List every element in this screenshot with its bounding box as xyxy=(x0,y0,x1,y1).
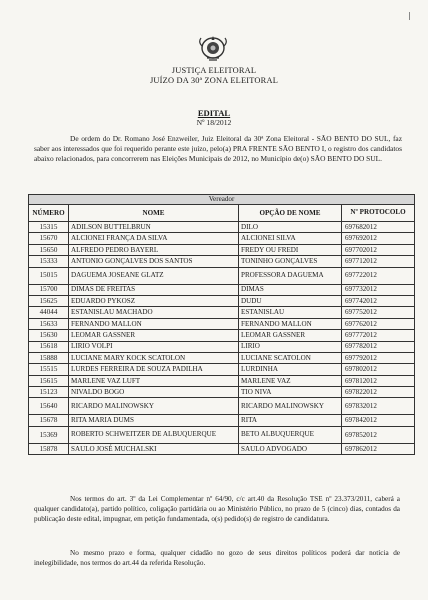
col-header-opcao: OPÇÃO DE NOME xyxy=(239,205,342,222)
notice-paragraph: No mesmo prazo e forma, qualquer cidadão no gozo de seus direitos políticos poderá dar notícia de inelegibilidade, nos termos do art.44 da referida Resolução. xyxy=(34,549,400,568)
cell-opcao: RICARDO MALINOWSKY xyxy=(239,398,342,415)
cell-numero: 15700 xyxy=(29,284,69,295)
col-header-numero: NÚMERO xyxy=(29,205,69,222)
cell-nome: FERNANDO MALLON xyxy=(69,318,239,329)
cell-numero: 15333 xyxy=(29,256,69,267)
cell-opcao: ALCIONEI SILVA xyxy=(239,233,342,244)
cell-nome: ROBERTO SCHWEITZER DE ALBUQUERQUE xyxy=(69,426,239,443)
cell-protocolo: 697832012 xyxy=(342,398,415,415)
cell-opcao: BETO ALBUQUERQUE xyxy=(239,426,342,443)
cell-numero: 15625 xyxy=(29,295,69,306)
cell-protocolo: 697842012 xyxy=(342,415,415,426)
table-row xyxy=(29,364,415,375)
cell-numero: 15515 xyxy=(29,364,69,375)
cell-protocolo: 697732012 xyxy=(342,284,415,295)
cell-protocolo: 697852012 xyxy=(342,426,415,443)
cell-opcao: SAULO ADVOGADO xyxy=(239,443,342,454)
cell-opcao: DILO xyxy=(239,222,342,233)
cell-opcao: RITA xyxy=(239,415,342,426)
court-name: JUÍZO DA 30ª ZONA ELEITORAL xyxy=(149,76,279,85)
institution-name: JUSTIÇA ELEITORAL xyxy=(171,66,257,75)
cell-protocolo: 697782012 xyxy=(342,341,415,352)
cell-numero: 15640 xyxy=(29,398,69,415)
col-header-protocolo: Nº PROTOCOLO xyxy=(342,205,415,222)
table-row xyxy=(29,443,415,454)
cell-nome: ALCIONEI FRANÇA DA SILVA xyxy=(69,233,239,244)
cell-numero: 15670 xyxy=(29,233,69,244)
table-row xyxy=(29,233,415,244)
cell-nome: DAGUEMA JOSEANE GLATZ xyxy=(69,267,239,284)
cell-protocolo: 697772012 xyxy=(342,330,415,341)
cell-protocolo: 697682012 xyxy=(342,222,415,233)
table-row xyxy=(29,307,415,318)
cell-nome: MARLENE VAZ LUFT xyxy=(69,375,239,386)
cell-numero: 15878 xyxy=(29,443,69,454)
cell-protocolo: 697822012 xyxy=(342,387,415,398)
cell-protocolo: 697812012 xyxy=(342,375,415,386)
cell-opcao: TIO NIVA xyxy=(239,387,342,398)
cell-protocolo: 697722012 xyxy=(342,267,415,284)
cell-protocolo: 697692012 xyxy=(342,233,415,244)
candidates-table xyxy=(28,194,415,455)
cell-numero: 15615 xyxy=(29,375,69,386)
intro-paragraph: De ordem do Dr. Romano José Enzweiler, Juiz Eleitoral da 30ª Zona Eleitoral - SÃO BENTO DO SUL, faz saber aos interessados que foi requerido perante este juízo, pelo(a) PRA FRENTE SÃO BENTO I, o registro dos candidatos abaixo relacionados, para concorrerem nas Eleições Municipais de 2012, no Município de(o) SÃO BENTO DO SUL. xyxy=(34,134,402,164)
table-row xyxy=(29,330,415,341)
cell-nome: EDUARDO PYKOSZ xyxy=(69,295,239,306)
cell-protocolo: 697742012 xyxy=(342,295,415,306)
table-body xyxy=(29,222,415,455)
cell-numero: 15630 xyxy=(29,330,69,341)
table-row xyxy=(29,222,415,233)
cell-opcao: LUCIANE SCATOLON xyxy=(239,352,342,363)
table-row xyxy=(29,284,415,295)
cell-protocolo: 697752012 xyxy=(342,307,415,318)
cell-nome: DIMAS DE FREITAS xyxy=(69,284,239,295)
table-row xyxy=(29,244,415,255)
table-row xyxy=(29,341,415,352)
cell-protocolo: 697802012 xyxy=(342,364,415,375)
legal-paragraph: Nos termos do art. 3º da Lei Complementar nº 64/90, c/c art.40 da Resolução TSE nº 23.373/2011, caberá a qualquer candidato(a), partido político, coligação partidária ou ao Ministério Público, no prazo de 5 (cinco) dias, contados da publicação deste edital, impugnar, em petição fundamentada, o(s) pedido(s) de registro de candidatura. xyxy=(34,495,400,524)
cell-opcao: FERNANDO MALLON xyxy=(239,318,342,329)
cell-opcao: LURDINHA xyxy=(239,364,342,375)
cell-opcao: DIMAS xyxy=(239,284,342,295)
cell-numero: 15015 xyxy=(29,267,69,284)
cell-opcao: MARLENE VAZ xyxy=(239,375,342,386)
table-row xyxy=(29,352,415,363)
cell-protocolo: 697792012 xyxy=(342,352,415,363)
cell-opcao: LEOMAR GASSNER xyxy=(239,330,342,341)
document-number: Nº 18/2012 xyxy=(196,118,232,127)
cell-numero: 15678 xyxy=(29,415,69,426)
cell-numero: 15618 xyxy=(29,341,69,352)
cell-opcao: FREDY OU FREDI xyxy=(239,244,342,255)
cell-nome: LEOMAR GASSNER xyxy=(69,330,239,341)
cell-protocolo: 697702012 xyxy=(342,244,415,255)
table-row xyxy=(29,415,415,426)
cell-numero: 15650 xyxy=(29,244,69,255)
cell-nome: ESTANISLAU MACHADO xyxy=(69,307,239,318)
table-row xyxy=(29,256,415,267)
cell-nome: ANTONIO GONÇALVES DOS SANTOS xyxy=(69,256,239,267)
table-row xyxy=(29,375,415,386)
cell-opcao: TONINHO GONÇALVES xyxy=(239,256,342,267)
cell-numero: 15888 xyxy=(29,352,69,363)
coat-of-arms-icon xyxy=(198,34,228,62)
cell-opcao: ESTANISLAU xyxy=(239,307,342,318)
cell-protocolo: 697762012 xyxy=(342,318,415,329)
cell-numero: 15369 xyxy=(29,426,69,443)
cell-nome: ADILSON BUTTELBRUN xyxy=(69,222,239,233)
cell-nome: LUCIANE MARY KOCK SCATOLON xyxy=(69,352,239,363)
table-row xyxy=(29,295,415,306)
cell-numero: 44044 xyxy=(29,307,69,318)
col-header-nome: NOME xyxy=(69,205,239,222)
cell-numero: 15633 xyxy=(29,318,69,329)
cell-nome: LURDES FERREIRA DE SOUZA PADILHA xyxy=(69,364,239,375)
cell-nome: SAULO JOSÉ MUCHALSKI xyxy=(69,443,239,454)
cell-opcao: DUDU xyxy=(239,295,342,306)
table-caption: Vereador xyxy=(29,195,415,205)
cell-opcao: LIRIO xyxy=(239,341,342,352)
table-row xyxy=(29,426,415,443)
table-row xyxy=(29,398,415,415)
cell-numero: 15123 xyxy=(29,387,69,398)
table-row xyxy=(29,387,415,398)
cell-opcao: PROFESSORA DAGUEMA xyxy=(239,267,342,284)
cell-nome: RITA MARIA DUMS xyxy=(69,415,239,426)
cell-nome: LIRIO VOLPI xyxy=(69,341,239,352)
document-title: EDITAL xyxy=(197,108,231,118)
cell-numero: 15315 xyxy=(29,222,69,233)
cell-protocolo: 697712012 xyxy=(342,256,415,267)
cell-nome: NIVALDO BOGO xyxy=(69,387,239,398)
cell-protocolo: 697862012 xyxy=(342,443,415,454)
table-row xyxy=(29,267,415,284)
cell-nome: RICARDO MALINOWSKY xyxy=(69,398,239,415)
cell-nome: ALFREDO PEDRO BAYERL xyxy=(69,244,239,255)
table-row xyxy=(29,318,415,329)
margin-mark xyxy=(409,12,410,20)
